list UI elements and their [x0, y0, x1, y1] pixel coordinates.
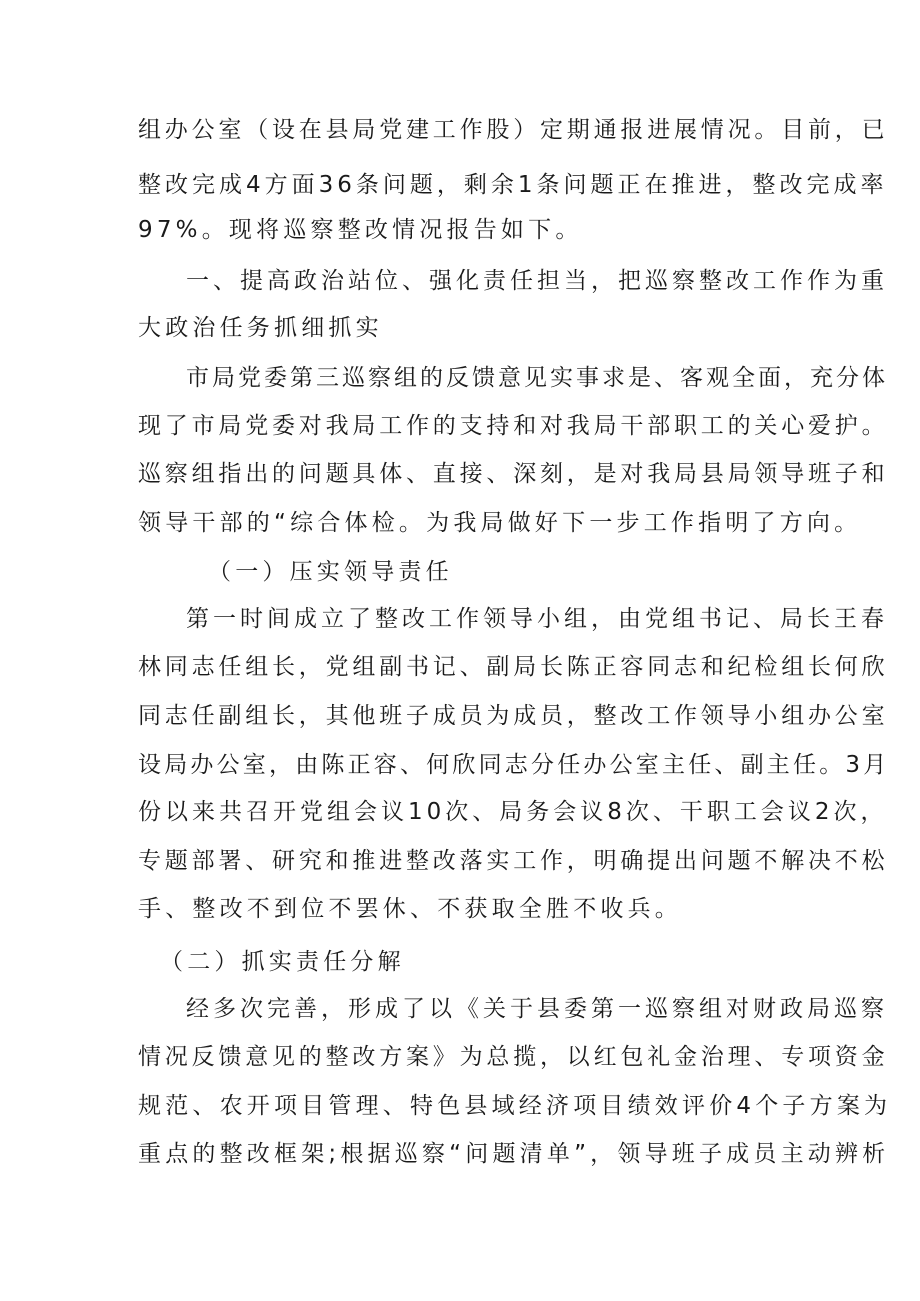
body-text-line: 巡察组指出的问题具体、直接、深刻，是对我局县局领导班子和 — [138, 461, 889, 487]
body-text-line: 手、整改不到位不罢休、不获取全胜不收兵。 — [138, 896, 682, 922]
body-text-line: 规范、农开项目管理、特色县域经济项目绩效评价4个子方案为 — [138, 1093, 892, 1119]
body-text-line: 重点的整改框架;根据巡察“问题清单”，领导班子成员主动辨析 — [138, 1141, 890, 1167]
subsection-heading: （二）抓实责任分解 — [160, 949, 405, 975]
subsection-heading: （一）压实领导责任 — [208, 559, 453, 585]
body-text-line: 份以来共召开党组会议10次、局务会议8次、干职工会议2次， — [138, 799, 888, 825]
section-heading-line: 大政治任务抓细抓实 — [138, 315, 383, 341]
body-text-line: 同志任副组长，其他班子成员为成员，整改工作领导小组办公室 — [138, 703, 889, 729]
body-text-line: 经多次完善，形成了以《关于县委第一巡察组对财政局巡察 — [186, 996, 888, 1022]
body-text-line: 市局党委第三巡察组的反馈意见实事求是、客观全面，充分体 — [186, 365, 888, 391]
section-heading-line: 一、提高政治站位、强化责任担当，把巡察整改工作作为重 — [186, 268, 888, 294]
body-text-line: 情况反馈意见的整改方案》为总揽，以红包礼金治理、专项资金 — [138, 1044, 889, 1070]
body-text-line: 领导干部的“综合体检。为我局做好下一步工作指明了方向。 — [138, 510, 862, 536]
body-text-line: 设局办公室，由陈正容、何欣同志分任办公室主任、副主任。3月 — [138, 752, 890, 778]
body-text-line: 组办公室（设在县局党建工作股）定期通报进展情况。目前，已 — [138, 117, 889, 143]
body-text-line: 97%。现将巡察整改情况报告如下。 — [138, 217, 583, 243]
body-text-line: 现了市局党委对我局工作的支持和对我局干部职工的关心爱护。 — [138, 413, 889, 439]
body-text-line: 专题部署、研究和推进整改落实工作，明确提出问题不解决不松 — [138, 848, 889, 874]
body-text-line: 第一时间成立了整改工作领导小组，由党组书记、局长王春 — [186, 606, 888, 632]
body-text-line: 林同志任组长，党组副书记、副局长陈正容同志和纪检组长何欣 — [138, 654, 889, 680]
body-text-line: 整改完成4方面36条问题，剩余1条问题正在推进，整改完成率 — [138, 172, 888, 198]
